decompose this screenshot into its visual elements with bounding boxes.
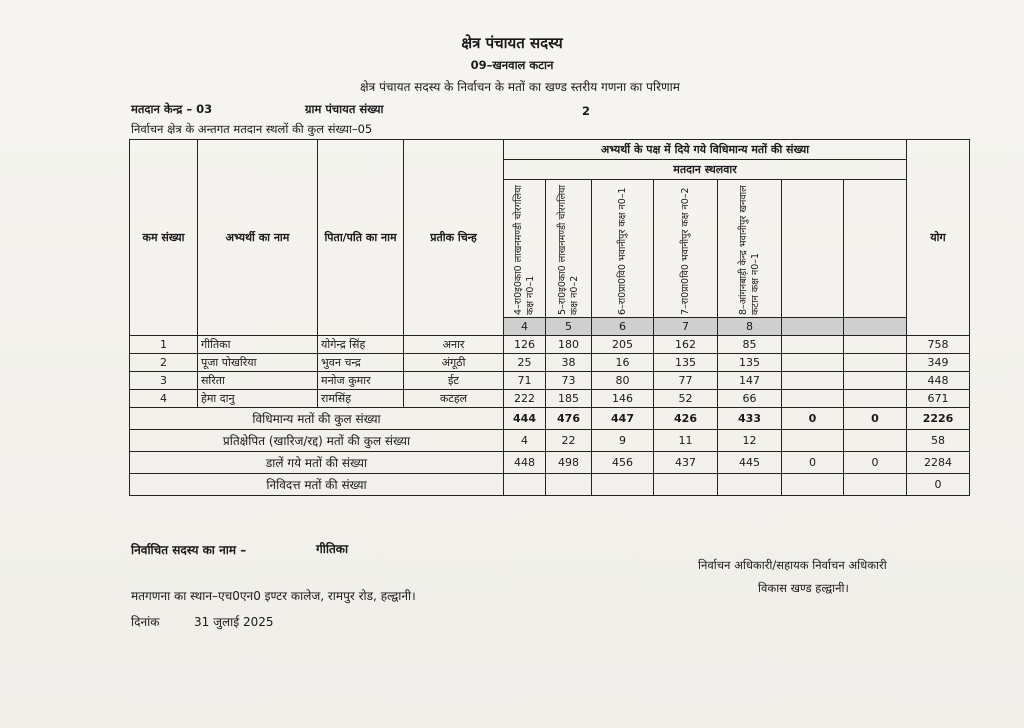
cell-sn: 2 [130,354,198,372]
cell-total: 758 [907,336,970,354]
cell-votes: 205 [592,336,654,354]
summary-value: 456 [592,452,654,474]
booth-header: 7–रा0प्रा0वि0 भवानीपुर कक्ष न0–2 [654,180,718,318]
candidate-row [130,390,970,408]
booth-number: 7 [654,318,718,336]
cell-votes: 222 [504,390,546,408]
summary-value [654,474,718,496]
booth-header: 8–आंगनबाड़ी केन्द्र भवानीपुर खनवाल कटान कक्ष न0–1 [718,180,782,318]
cell-votes: 162 [654,336,718,354]
summary-value [844,430,907,452]
cell-votes: 16 [592,354,654,372]
cell-father: रामसिंह [318,390,404,408]
candidate-row [130,336,970,354]
cell-votes [844,372,907,390]
booth-header [844,180,907,318]
summary-value: 0 [844,452,907,474]
summary-value: 0 [782,452,844,474]
cell-sn: 3 [130,372,198,390]
summary-value: 9 [592,430,654,452]
summary-row-tendered [130,474,970,496]
col-header-symbol: प्रतीक चिन्ह [404,140,504,336]
cell-votes [844,336,907,354]
cell-symbol: अंगूठी [404,354,504,372]
officer-designation: निर्वाचन अधिकारी/सहायक निर्वाचन अधिकारी [698,558,887,572]
summary-value: 426 [654,408,718,430]
summary-value [546,474,592,496]
booth-header: 6–रा0प्रा0वि0 भवानीपुर कक्ष न0–1 [592,180,654,318]
col-header-name: अभ्यर्थी का नाम [198,140,318,336]
summary-value: 444 [504,408,546,430]
booth-header [782,180,844,318]
cell-total: 448 [907,372,970,390]
cell-votes: 185 [546,390,592,408]
document-subtitle: क्षेत्र पंचायत सदस्य के निर्वाचन के मतों का खण्ड स्तरीय गणना का परिणाम [360,80,680,94]
cell-votes: 135 [718,354,782,372]
booth-number: 6 [592,318,654,336]
candidate-row [130,354,970,372]
cell-votes [782,336,844,354]
results-table [129,139,970,496]
summary-value [782,430,844,452]
summary-value: 11 [654,430,718,452]
summary-total: 2284 [907,452,970,474]
candidate-row [130,372,970,390]
summary-value [718,474,782,496]
summary-value: 498 [546,452,592,474]
cell-name: सरिता [198,372,318,390]
polling-centre-label: मतदान केन्द्र – 03 [131,102,213,116]
document-title: क्षेत्र पंचायत सदस्य [461,34,563,52]
col-header-total: योग [907,140,970,336]
summary-total: 58 [907,430,970,452]
cell-votes: 180 [546,336,592,354]
summary-total: 0 [907,474,970,496]
ward-name: 09–खनवाल कटान [470,58,554,72]
cell-father: योगेन्द्र सिंह [318,336,404,354]
summary-row-valid [130,408,970,430]
cell-total: 671 [907,390,970,408]
summary-value: 448 [504,452,546,474]
cell-symbol: ईट [404,372,504,390]
cell-name: गीतिका [198,336,318,354]
cell-name: हेमा दानु [198,390,318,408]
counting-venue: मतगणना का स्थान–एच0एन0 इण्टर कालेज, रामपुर रोड, हल्द्वानी। [131,589,416,603]
summary-label: विधिमान्य मतों की कुल संख्या [130,408,504,430]
summary-value: 4 [504,430,546,452]
summary-value: 0 [782,408,844,430]
cell-name: पूजा पोखरिया [198,354,318,372]
summary-value [504,474,546,496]
booth-number: 4 [504,318,546,336]
booth-header: 5–रा0इ0का0 लाखनमण्डी चोरगलिया कक्ष न0–2 [546,180,592,318]
cell-votes [844,390,907,408]
summary-label: डालें गये मतों की संख्या [130,452,504,474]
cell-votes: 146 [592,390,654,408]
summary-value [592,474,654,496]
booth-number [844,318,907,336]
cell-votes [782,372,844,390]
cell-votes: 80 [592,372,654,390]
cell-votes: 85 [718,336,782,354]
gram-panchayat-label: ग्राम पंचायत संख्या [305,102,384,116]
cell-father: मनोज कुमार [318,372,404,390]
summary-value [844,474,907,496]
col-header-father: पिता/पति का नाम [318,140,404,336]
cell-votes [782,390,844,408]
summary-value: 476 [546,408,592,430]
cell-votes: 147 [718,372,782,390]
cell-votes [844,354,907,372]
cell-sn: 4 [130,390,198,408]
cell-votes [782,354,844,372]
summary-row-cast [130,452,970,474]
cell-votes: 25 [504,354,546,372]
booth-header: 4–रा0इ0का0 लाखनमण्डी चोरगलिया कक्ष न0–1 [504,180,546,318]
cell-votes: 38 [546,354,592,372]
col-header-valid-votes: अभ्यर्थी के पक्ष में दिये गये विधिमान्य मतों की संख्या [504,140,907,160]
booth-number: 5 [546,318,592,336]
cell-votes: 66 [718,390,782,408]
cell-votes: 77 [654,372,718,390]
col-header-booth-group: मतदान स्थलवार [504,160,907,180]
cell-father: भुवन चन्द्र [318,354,404,372]
summary-value: 22 [546,430,592,452]
summary-total: 2226 [907,408,970,430]
cell-votes: 52 [654,390,718,408]
stations-count-note: निर्वाचन क्षेत्र के अन्तगत मतदान स्थलों की कुल संख्या–05 [131,122,373,136]
cell-votes: 126 [504,336,546,354]
summary-value: 437 [654,452,718,474]
summary-value [782,474,844,496]
summary-value: 0 [844,408,907,430]
cell-total: 349 [907,354,970,372]
cell-votes: 71 [504,372,546,390]
cell-votes: 73 [546,372,592,390]
elected-member-label: निर्वाचित सदस्य का नाम – [131,543,247,557]
summary-label: प्रतिक्षेपित (खारिज/रद्द) मतों की कुल संख्या [130,430,504,452]
cell-symbol: अनार [404,336,504,354]
cell-symbol: कटहल [404,390,504,408]
elected-member-name: गीतिका [316,542,349,556]
cell-sn: 1 [130,336,198,354]
summary-value: 445 [718,452,782,474]
date-label: दिनांक [131,615,160,629]
officer-block: विकास खण्ड हल्द्वानी। [758,581,849,595]
booth-number [782,318,844,336]
summary-row-rejected [130,430,970,452]
col-header-sn: कम संख्या [130,140,198,336]
summary-value: 12 [718,430,782,452]
date-value: 31 जुलाई 2025 [194,615,274,629]
cell-votes: 135 [654,354,718,372]
summary-label: निविदत्त मतों की संख्या [130,474,504,496]
gram-panchayat-value: 2 [582,104,591,118]
booth-number: 8 [718,318,782,336]
summary-value: 433 [718,408,782,430]
summary-value: 447 [592,408,654,430]
